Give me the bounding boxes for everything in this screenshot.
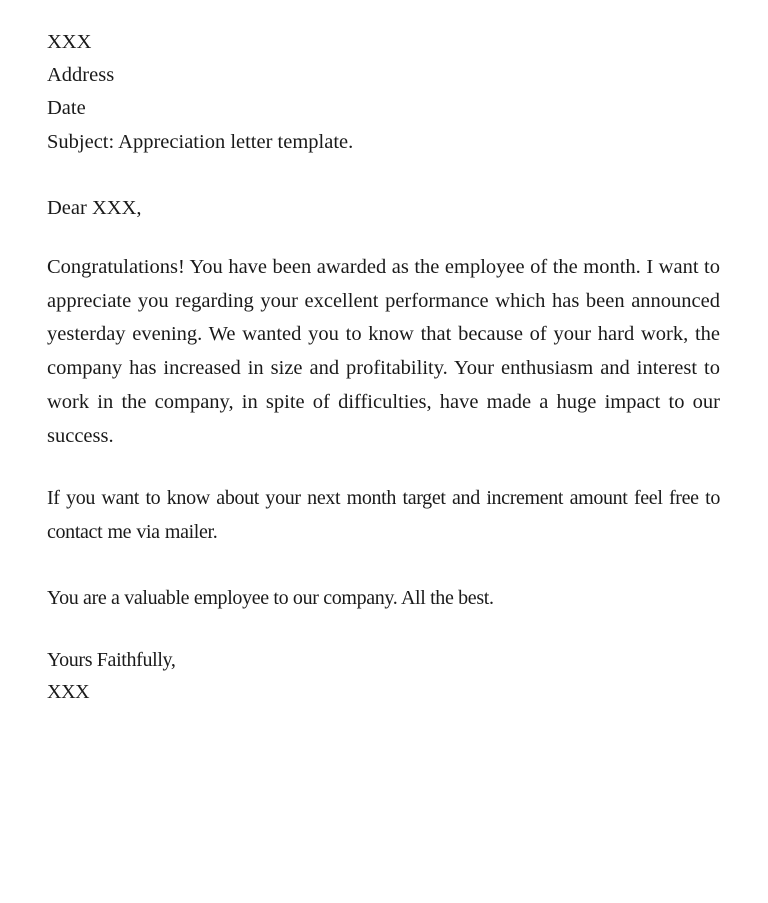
body-paragraph-congratulations: Congratulations! You have been awarded as the employee of the month. I want to appreciate you regarding your excellent performance which has been announced yesterday evening. We wanted you to know that because of your hard work, the company has increased in size and profitability. Your enthusiasm and interest to work in the company, in spite of difficulties, have made a huge impact to our success. bbox=[47, 256, 720, 447]
body-paragraph-contact: If you want to know about your next month target and increment amount feel free to contact me via mailer. bbox=[47, 487, 720, 543]
letter-date: Date bbox=[47, 97, 86, 119]
body-paragraph-closing-remark: You are a valuable employee to our company. All the best. bbox=[47, 587, 494, 609]
sender-address: Address bbox=[47, 64, 115, 86]
closing: Yours Faithfully, bbox=[47, 649, 176, 671]
signature: XXX bbox=[47, 681, 90, 703]
salutation: Dear XXX, bbox=[47, 197, 142, 219]
letter-subject: Subject: Appreciation letter template. bbox=[47, 131, 354, 153]
sender-name: XXX bbox=[47, 31, 92, 53]
